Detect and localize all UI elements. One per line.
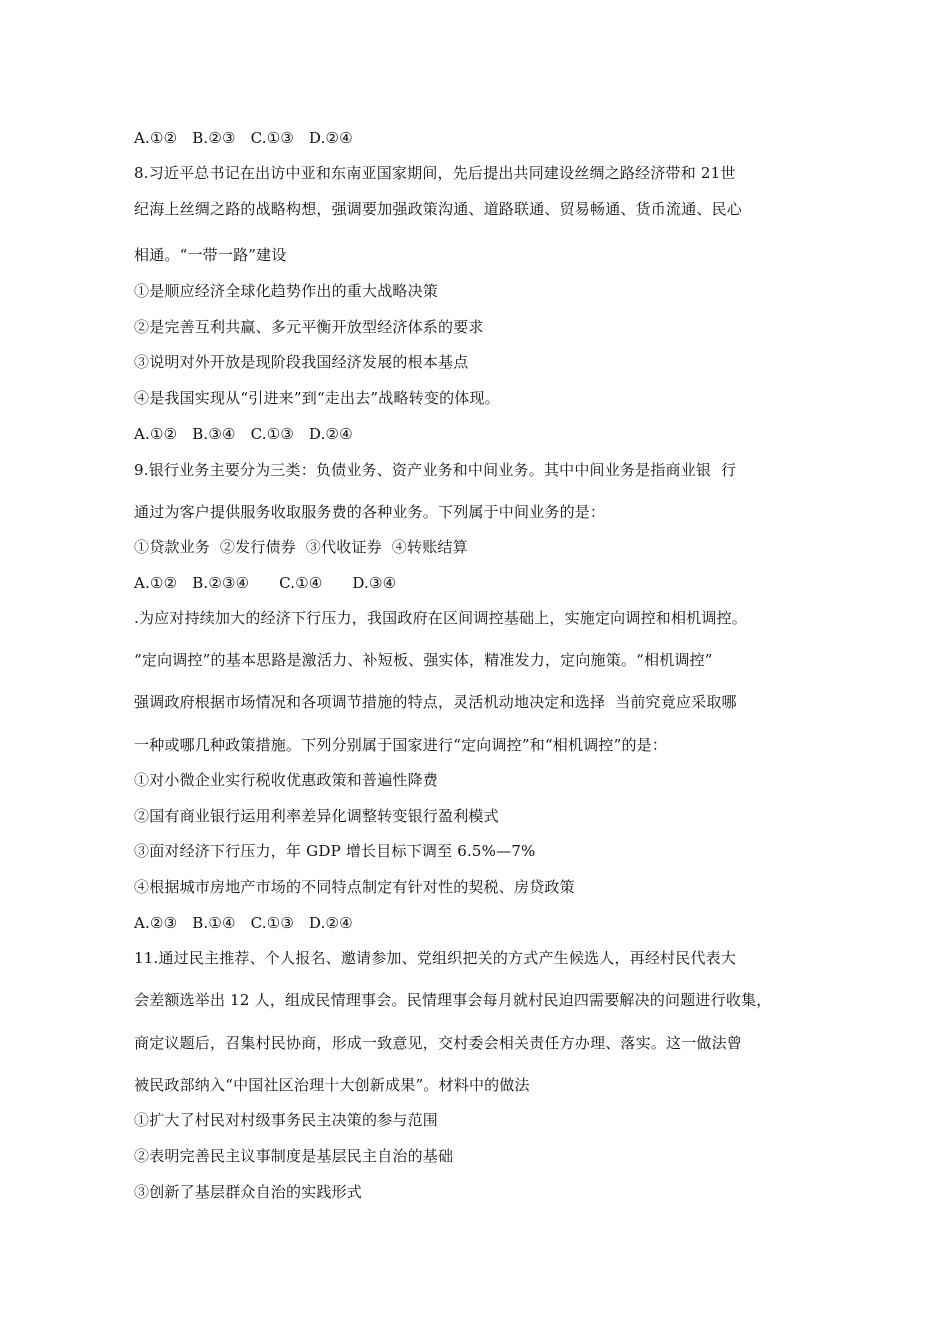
q10-stem-line-1: .为应对持续加大的经济下行压力，我国政府在区间调控基础上，实施定向调控和相机调控。: [134, 609, 747, 627]
q11-stem-line-2: 会差额选举出 12 人，组成民情理事会。民情理事会每月就村民迫四需要解决的问题进行收集，: [134, 991, 772, 1009]
q8-options: A.①② B.③④ C.①③ D.②④: [134, 425, 353, 443]
q11-stem-line-4: 被民政部纳入“中国社区治理十大创新成果”。材料中的做法: [134, 1076, 530, 1094]
q9-items: ①贷款业务 ②发行债券 ③代收证券 ④转账结算: [134, 538, 468, 556]
q10-stem-line-3: 强调政府根据市场情况和各项调节措施的特点，灵活机动地决定和选择 当前究竟应采取哪: [134, 693, 737, 711]
q8-item-3: ③说明对外开放是现阶段我国经济发展的根本基点: [134, 353, 469, 371]
q8-item-2: ②是完善互利共赢、多元平衡开放型经济体系的要求: [134, 318, 484, 336]
q10-item-2: ②国有商业银行运用利率差异化调整转变银行盈利模式: [134, 807, 499, 825]
q10-item-1: ①对小微企业实行税收优惠政策和普遍性降费: [134, 771, 439, 789]
q11-item-3: ③创新了基层群众自治的实践形式: [134, 1183, 363, 1201]
q10-item-3: ③面对经济下行压力，年 GDP 增长目标下调至 6.5%—7%: [134, 842, 536, 860]
q11-stem-line-3: 商定议题后，召集村民协商，形成一致意见，交村委会相关责任方办理、落实。这一做法曾: [134, 1034, 743, 1052]
q7-options: A.①② B.②③ C.①③ D.②④: [134, 129, 353, 147]
q9-options: A.①② B.②③④ C.①④ D.③④: [134, 574, 397, 592]
q9-stem-line-2: 通过为客户提供服务收取服务费的各种业务。下列属于中间业务的是：: [134, 503, 606, 521]
q8-stem-line-1: 8.习近平总书记在出访中亚和东南亚国家期间，先后提出共同建设丝绸之路经济带和 21世: [134, 164, 736, 182]
q11-item-2: ②表明完善民主议事制度是基层民主自治的基础: [134, 1147, 454, 1165]
q10-item-4: ④根据城市房地产市场的不同特点制定有针对性的契税、房贷政策: [134, 878, 575, 896]
q8-stem-line-3: 相通。“一带一路”建设: [134, 246, 287, 264]
q8-item-1: ①是顺应经济全球化趋势作出的重大战略决策: [134, 282, 439, 300]
q8-item-4: ④是我国实现从“引进来”到“走出去”战略转变的体现。: [134, 389, 500, 407]
q11-item-1: ①扩大了村民对村级事务民主决策的参与范围: [134, 1111, 439, 1129]
q10-stem-line-4: 一种或哪几种政策措施。下列分别属于国家进行“定向调控”和“相机调控”的是：: [134, 736, 668, 754]
q10-stem-line-2: “定向调控”的基本思路是激活力、补短板、强实体，精准发力，定向施策。“相机调控”: [134, 651, 713, 669]
q9-stem-line-1: 9.银行业务主要分为三类：负债业务、资产业务和中间业务。其中中间业务是指商业银 行: [134, 461, 737, 479]
q10-options: A.②③ B.①④ C.①③ D.②④: [134, 914, 353, 932]
q8-stem-line-2: 纪海上丝绸之路的战略构想，强调要加强政策沟通、道路联通、贸易畅通、货币流通、民心: [134, 200, 743, 218]
q11-stem-line-1: 11.通过民主推荐、个人报名、邀请参加、党组织把关的方式产生候选人，再经村民代表大: [134, 949, 737, 967]
